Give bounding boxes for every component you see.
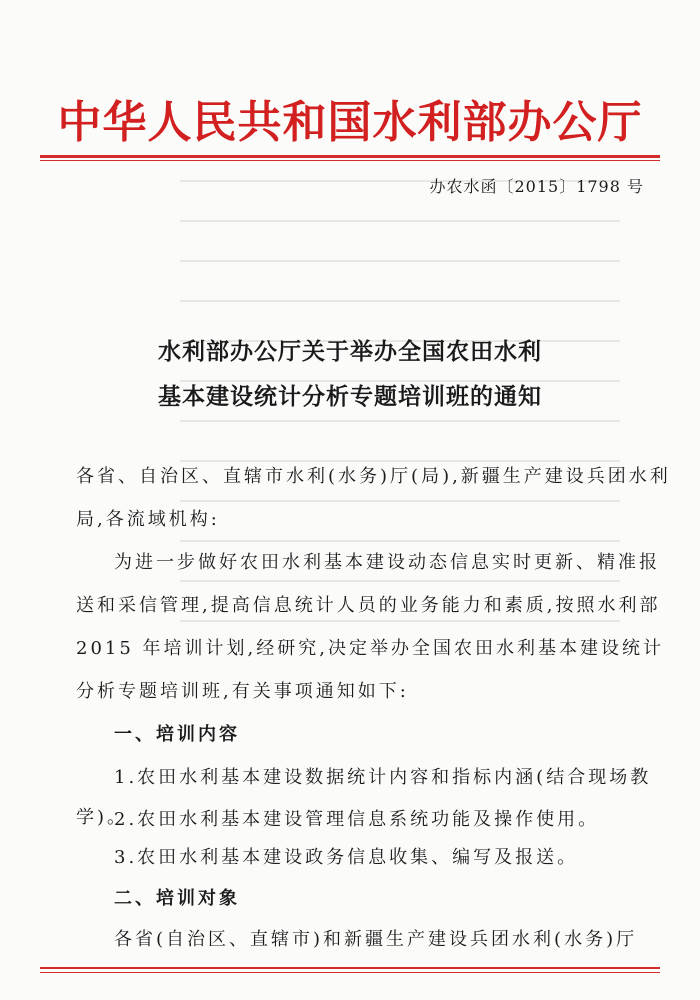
footer-red-rule-thin <box>40 972 660 973</box>
paragraph-line: 为进一步做好农田水利基本建设动态信息实时更新、精准报 <box>114 552 660 573</box>
document-title-line-1: 水利部办公厅关于举办全国农田水利 <box>158 338 542 365</box>
paragraph-line: 各省(自治区、直辖市)和新疆生产建设兵团水利(水务)厅 <box>114 929 638 950</box>
addressee-line-1: 各省、自治区、直辖市水利(水务)厅(局),新疆生产建设兵团水利 <box>76 466 671 487</box>
letterhead-title: 中华人民共和国水利部办公厅 <box>57 97 643 148</box>
list-item: 2.农田水利基本建设管理信息系统功能及操作使用。 <box>114 809 600 830</box>
list-item: 3.农田水利基本建设政务信息收集、编写及报送。 <box>114 847 579 868</box>
paragraph-line: 2015 年培训计划,经研究,决定举办全国农田水利基本建设统计 <box>76 638 664 659</box>
document-title-line-2: 基本建设统计分析专题培训班的通知 <box>158 383 542 410</box>
list-item: 1.农田水利基本建设数据统计内容和指标内涵(结合现场教 <box>114 767 652 788</box>
letterhead-red-rule <box>40 155 660 158</box>
paragraph-line: 送和采信管理,提高信息统计人员的业务能力和素质,按照水利部 <box>76 595 661 616</box>
section-heading-training-target: 二、培训对象 <box>114 888 240 909</box>
addressee-line-2: 局,各流域机构: <box>76 509 220 530</box>
paragraph-line: 分析专题培训班,有关事项通知如下: <box>76 681 409 702</box>
footer-red-rule <box>40 967 660 969</box>
document-number: 办农水函〔2015〕1798 号 <box>429 177 644 196</box>
reverse-side-show-through <box>180 180 620 700</box>
list-item-continuation: 学)。 <box>76 807 129 828</box>
section-heading-training-content: 一、培训内容 <box>114 724 240 745</box>
letterhead-red-rule-thin <box>40 160 660 161</box>
